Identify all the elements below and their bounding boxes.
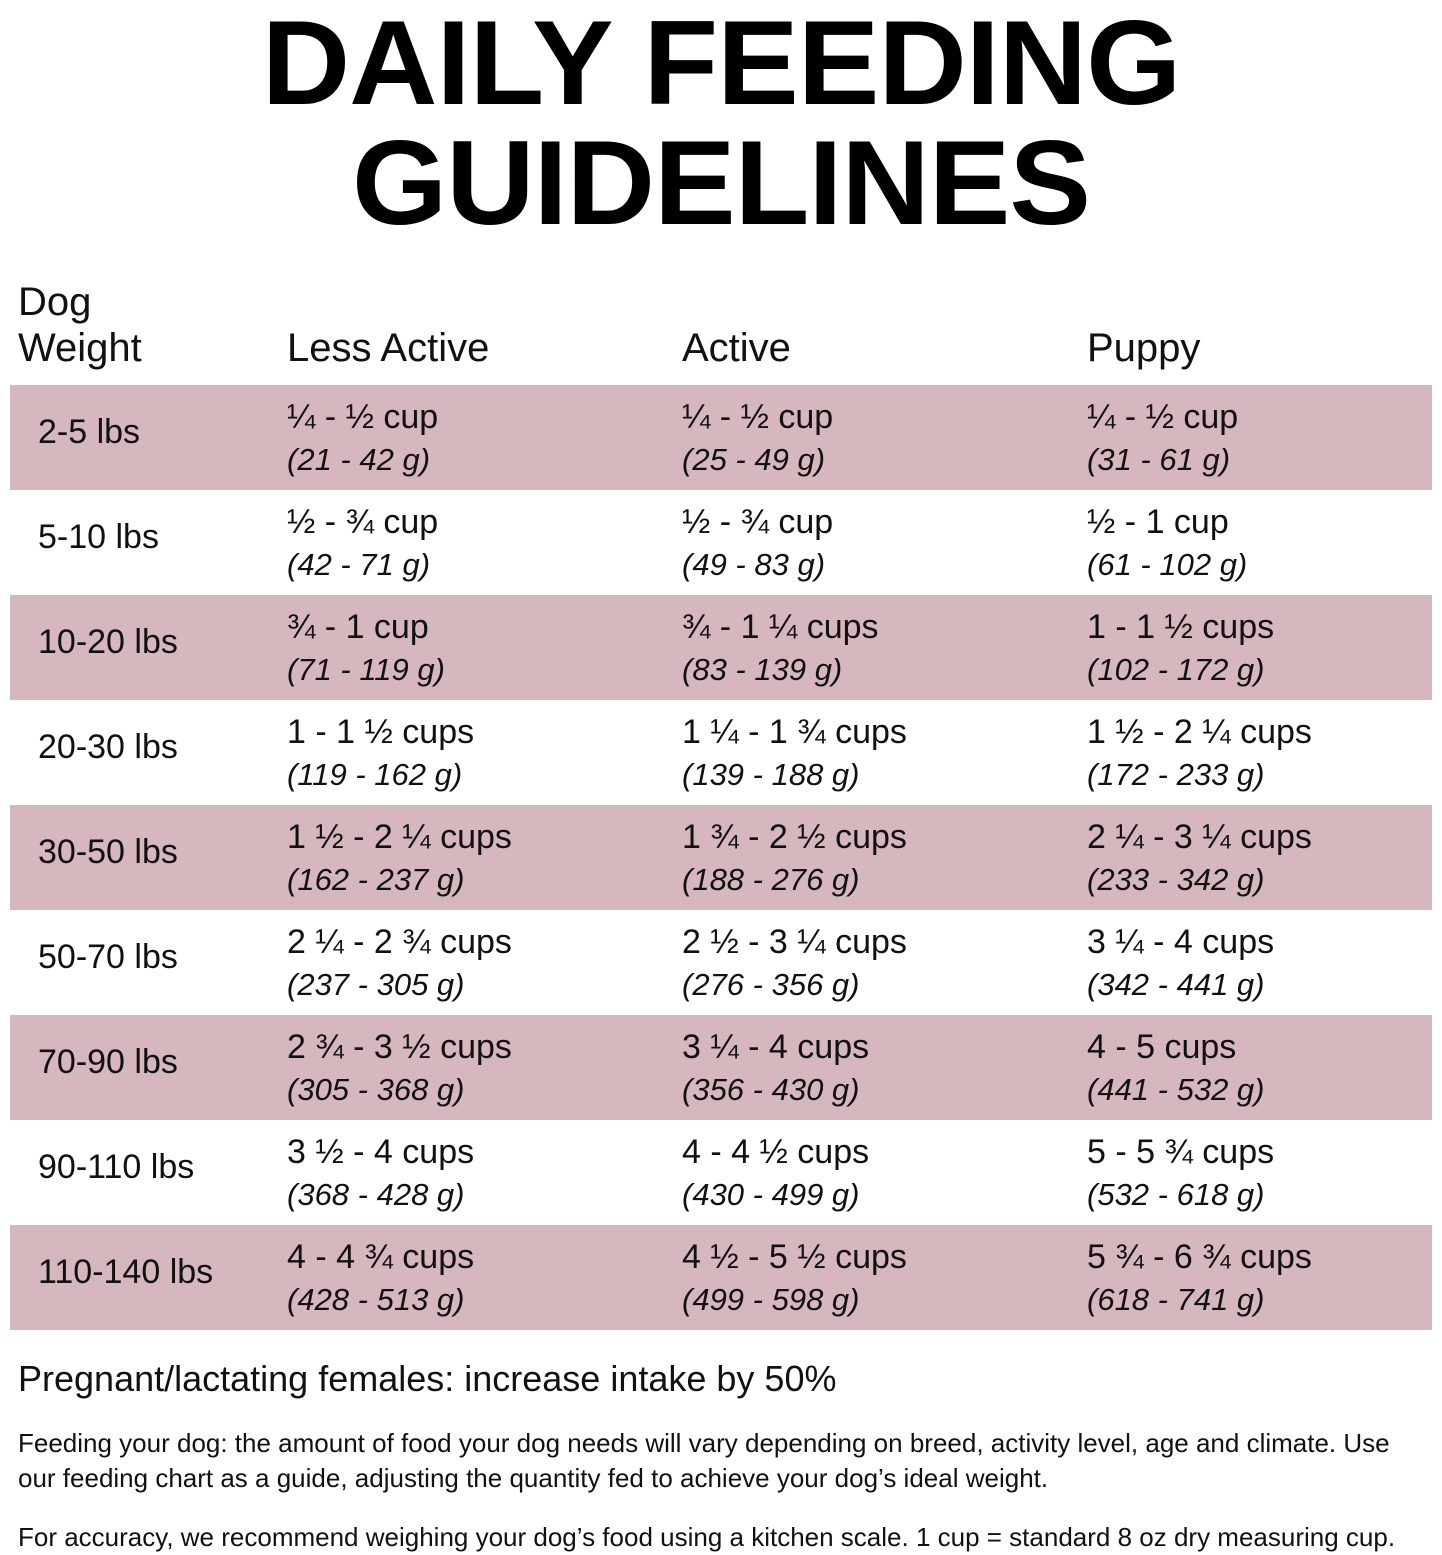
cell-active-cups: ½ - ¾ cup (682, 503, 834, 542)
cell-less-active (275, 805, 670, 910)
cell-puppy (1075, 700, 1432, 805)
header-dog-weight-line1: Dog (18, 280, 92, 324)
cell-puppy (1075, 910, 1432, 1015)
feeding-table (10, 280, 1432, 1330)
cell-less-active-grams: (368 - 428 g) (287, 1176, 465, 1212)
cell-puppy-cups: 5 ¾ - 6 ¾ cups (1087, 1238, 1312, 1277)
cell-puppy (1075, 1015, 1432, 1120)
cell-active-grams: (83 - 139 g) (682, 651, 843, 687)
table-header (10, 280, 1432, 385)
cell-puppy-grams: (61 - 102 g) (1087, 546, 1248, 582)
cell-active-grams: (139 - 188 g) (682, 756, 860, 792)
cell-active (670, 1015, 1075, 1120)
cell-puppy (1075, 595, 1432, 700)
cell-puppy (1075, 490, 1432, 595)
cell-active-grams: (25 - 49 g) (682, 441, 826, 477)
cell-active-cups: 2 ½ - 3 ¼ cups (682, 923, 907, 962)
table-row (10, 1225, 1432, 1330)
header-puppy: Puppy (1087, 325, 1201, 370)
cell-puppy (1075, 1120, 1432, 1225)
cell-less-active (275, 1015, 670, 1120)
cell-less-active-grams: (119 - 162 g) (287, 756, 463, 792)
title-line-1: DAILY FEEDING (261, 0, 1181, 130)
cell-dog-weight: 2-5 lbs (38, 413, 141, 452)
cell-active-cups: ¾ - 1 ¼ cups (682, 608, 879, 647)
cell-less-active-grams: (71 - 119 g) (287, 651, 445, 687)
header-dog-weight (10, 280, 275, 385)
cell-less-active (275, 700, 670, 805)
header-less-active: Less Active (287, 325, 490, 370)
cell-puppy-cups: 5 - 5 ¾ cups (1087, 1133, 1275, 1172)
cell-less-active (275, 385, 670, 490)
cell-puppy-cups: 4 - 5 cups (1087, 1028, 1237, 1067)
cell-less-active-cups: 1 ½ - 2 ¼ cups (287, 818, 512, 857)
cell-puppy-grams: (532 - 618 g) (1087, 1176, 1265, 1212)
cell-dog-weight: 50-70 lbs (38, 938, 178, 977)
cell-dog-weight: 5-10 lbs (38, 518, 159, 557)
table-row (10, 910, 1432, 1015)
cell-puppy-grams: (102 - 172 g) (1087, 651, 1265, 687)
header-row (10, 280, 1432, 385)
cell-active (670, 490, 1075, 595)
cell-active (670, 805, 1075, 910)
cell-dog-weight: 20-30 lbs (38, 728, 178, 767)
cell-less-active (275, 490, 670, 595)
cell-active (670, 1120, 1075, 1225)
cell-less-active-grams: (162 - 237 g) (287, 861, 465, 897)
cell-active-cups: 4 - 4 ½ cups (682, 1133, 870, 1172)
cell-less-active-grams: (428 - 513 g) (287, 1281, 465, 1317)
cell-active-cups: 1 ¼ - 1 ¾ cups (682, 713, 907, 752)
table-row (10, 1015, 1432, 1120)
table-row (10, 1120, 1432, 1225)
cell-dog-weight: 10-20 lbs (38, 623, 178, 662)
cell-active (670, 385, 1075, 490)
cell-puppy-grams: (31 - 61 g) (1087, 441, 1231, 477)
cell-active (670, 700, 1075, 805)
cell-puppy (1075, 385, 1432, 490)
cell-active-grams: (499 - 598 g) (682, 1281, 860, 1317)
cell-puppy-cups: ½ - 1 cup (1087, 503, 1229, 542)
cell-puppy-cups: ¼ - ½ cup (1087, 398, 1239, 437)
table-row (10, 490, 1432, 595)
cell-dog-weight: 70-90 lbs (38, 1043, 178, 1082)
cell-less-active-cups: 4 - 4 ¾ cups (287, 1238, 475, 1277)
cell-less-active-grams: (21 - 42 g) (287, 441, 431, 477)
table-row (10, 595, 1432, 700)
cell-less-active-grams: (42 - 71 g) (287, 546, 431, 582)
cell-less-active-cups: 2 ¾ - 3 ½ cups (287, 1028, 512, 1067)
table-row (10, 700, 1432, 805)
cell-less-active-grams: (237 - 305 g) (287, 966, 465, 1002)
cell-active (670, 1225, 1075, 1330)
cell-active-grams: (276 - 356 g) (682, 966, 860, 1002)
cell-puppy-cups: 2 ¼ - 3 ¼ cups (1087, 818, 1312, 857)
cell-puppy-grams: (618 - 741 g) (1087, 1281, 1265, 1317)
cell-active-grams: (49 - 83 g) (682, 546, 826, 582)
cell-active-cups: 1 ¾ - 2 ½ cups (682, 818, 907, 857)
cell-less-active-cups: ¾ - 1 cup (287, 608, 429, 647)
cell-active (670, 595, 1075, 700)
header-active: Active (682, 325, 791, 370)
note-pregnant-lactating: Pregnant/lactating females: increase intake by 50% (18, 1358, 837, 1400)
cell-less-active-cups: 3 ½ - 4 cups (287, 1133, 475, 1172)
cell-less-active-cups: ¼ - ½ cup (287, 398, 439, 437)
cell-active-cups: 4 ½ - 5 ½ cups (682, 1238, 907, 1277)
cell-puppy (1075, 805, 1432, 910)
cell-puppy (1075, 1225, 1432, 1330)
page-title (10, 0, 1432, 250)
cell-puppy-grams: (172 - 233 g) (1087, 756, 1265, 792)
cell-puppy-grams: (342 - 441 g) (1087, 966, 1265, 1002)
cell-active-grams: (356 - 430 g) (682, 1071, 860, 1107)
cell-puppy-grams: (233 - 342 g) (1087, 861, 1265, 897)
cell-less-active (275, 1120, 670, 1225)
cell-puppy-cups: 3 ¼ - 4 cups (1087, 923, 1275, 962)
cell-less-active-cups: 1 - 1 ½ cups (287, 713, 475, 752)
table-row (10, 805, 1432, 910)
cell-less-active-cups: ½ - ¾ cup (287, 503, 439, 542)
note-accuracy: For accuracy, we recommend weighing your dog’s food using a kitchen scale. 1 cup = standard 8 oz dry measuring cup. (18, 1522, 1396, 1553)
cell-puppy-grams: (441 - 532 g) (1087, 1071, 1265, 1107)
table-row (10, 385, 1432, 490)
cell-less-active (275, 910, 670, 1015)
cell-active-cups: ¼ - ½ cup (682, 398, 834, 437)
cell-less-active (275, 1225, 670, 1330)
header-dog-weight-line2: Weight (18, 325, 142, 370)
cell-less-active-cups: 2 ¼ - 2 ¾ cups (287, 923, 512, 962)
note-feeding-your-dog: Feeding your dog: the amount of food your dog needs will vary depending on breed, activity level, age and climate. Use our feeding chart as a guide, adjusting the quantity fed to achieve your dog’s ideal weight. (18, 1428, 1390, 1494)
cell-dog-weight: 90-110 lbs (38, 1148, 195, 1187)
title-line-2: GUIDELINES (352, 116, 1090, 250)
cell-active-cups: 3 ¼ - 4 cups (682, 1028, 870, 1067)
cell-dog-weight: 30-50 lbs (38, 833, 178, 872)
cell-active-grams: (188 - 276 g) (682, 861, 860, 897)
cell-puppy-cups: 1 - 1 ½ cups (1087, 608, 1275, 647)
cell-less-active (275, 595, 670, 700)
cell-dog-weight: 110-140 lbs (38, 1253, 214, 1292)
cell-active (670, 910, 1075, 1015)
cell-puppy-cups: 1 ½ - 2 ¼ cups (1087, 713, 1312, 752)
cell-active-grams: (430 - 499 g) (682, 1176, 860, 1212)
cell-less-active-grams: (305 - 368 g) (287, 1071, 465, 1107)
table-body (10, 385, 1432, 1330)
